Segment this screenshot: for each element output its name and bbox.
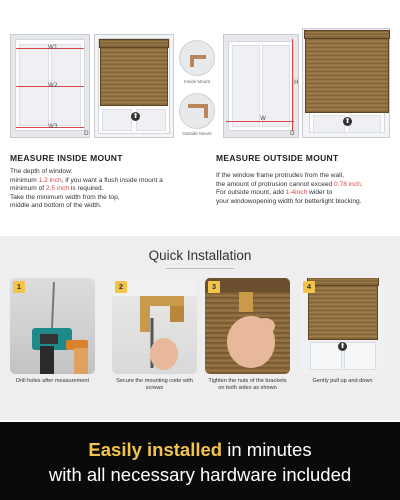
measurement-diagrams (0, 0, 400, 145)
step-4-image (300, 278, 385, 374)
inside-mount-caption: Inside Mount (184, 79, 210, 84)
step-2-caption: Secure the mounting code with screws (116, 378, 193, 392)
quick-installation-title: Quick Installation (148, 248, 252, 263)
bamboo-blind (100, 40, 168, 106)
banner-line-2: with all necessary hardware included (48, 464, 352, 485)
inside-bracket-illustration (179, 40, 215, 76)
hardware-banner (0, 422, 400, 500)
outside-mount-text (216, 172, 400, 206)
outside-bracket-illustration (179, 93, 215, 129)
inside-mount-window-diagram (10, 34, 90, 138)
title-underline (166, 268, 234, 269)
w1-label: W1 (48, 44, 58, 51)
inside-mount-blind-photo (94, 34, 174, 138)
step-1-image (10, 278, 95, 374)
inside-line2: minimum 1.2 inch, if you want a flush inside mount a (10, 176, 163, 184)
outside-mount-title: MEASURE OUTSIDE MOUNT (216, 153, 339, 163)
outside-mount-caption: Outside Mount (182, 131, 212, 136)
bamboo-blind-step4 (308, 278, 378, 340)
pull-knob-icon: ⬆ (344, 118, 351, 125)
pull-knob-icon: ⬆ (339, 343, 346, 350)
outside-line2: the amount of protrusion cannot exceed 0.78 inch. (216, 180, 363, 188)
w3-label: W3 (48, 123, 58, 130)
outside-line4: your windowopening width for betterlight blocking. (216, 197, 362, 205)
inside-line4: Take the minimum width from the top, (10, 193, 120, 201)
outside-line3: For outside mount, add 1-4inch wider to (216, 189, 333, 197)
inside-line1: The depth of window: (10, 168, 73, 175)
inside-line5: middle and bottom of the width. (10, 202, 102, 210)
h-label: H (294, 79, 299, 86)
step-4-caption: Gently pull up and down (312, 378, 373, 384)
step-2-image (112, 278, 197, 374)
inside-mount-text (10, 168, 210, 211)
step-1-number: 1 (13, 281, 25, 293)
inside-mount-title: MEASURE INSIDE MOUNT (10, 153, 123, 163)
d-label-right: D (290, 130, 295, 137)
banner-line-1 (0, 439, 400, 461)
bamboo-blind-outside (305, 31, 389, 113)
outside-line1: If the window frame protrudes from the wall, (216, 172, 344, 179)
quick-installation-section (0, 236, 400, 420)
step-2-number: 2 (115, 281, 127, 293)
inside-line3: minimum of 2.5 inch is required. (10, 185, 104, 193)
step-3-caption: Tighten the nuts of the brackets on both sides as shown (208, 378, 287, 392)
step-3-number: 3 (208, 281, 220, 293)
d-label-left: D (84, 130, 89, 137)
step-1-caption: Drill holes after measurement (15, 378, 90, 384)
outside-mount-window-diagram (223, 34, 299, 138)
step-4-number: 4 (303, 281, 315, 293)
w2-label: W2 (48, 82, 58, 89)
step-3-image (205, 278, 290, 374)
outside-mount-blind-photo (302, 28, 390, 138)
w-label: W (260, 115, 266, 122)
banner-line-1-rest: in minutes (222, 439, 312, 460)
banner-accent-text: Easily installed (88, 439, 223, 460)
pull-knob-icon: ⬆ (132, 113, 139, 120)
